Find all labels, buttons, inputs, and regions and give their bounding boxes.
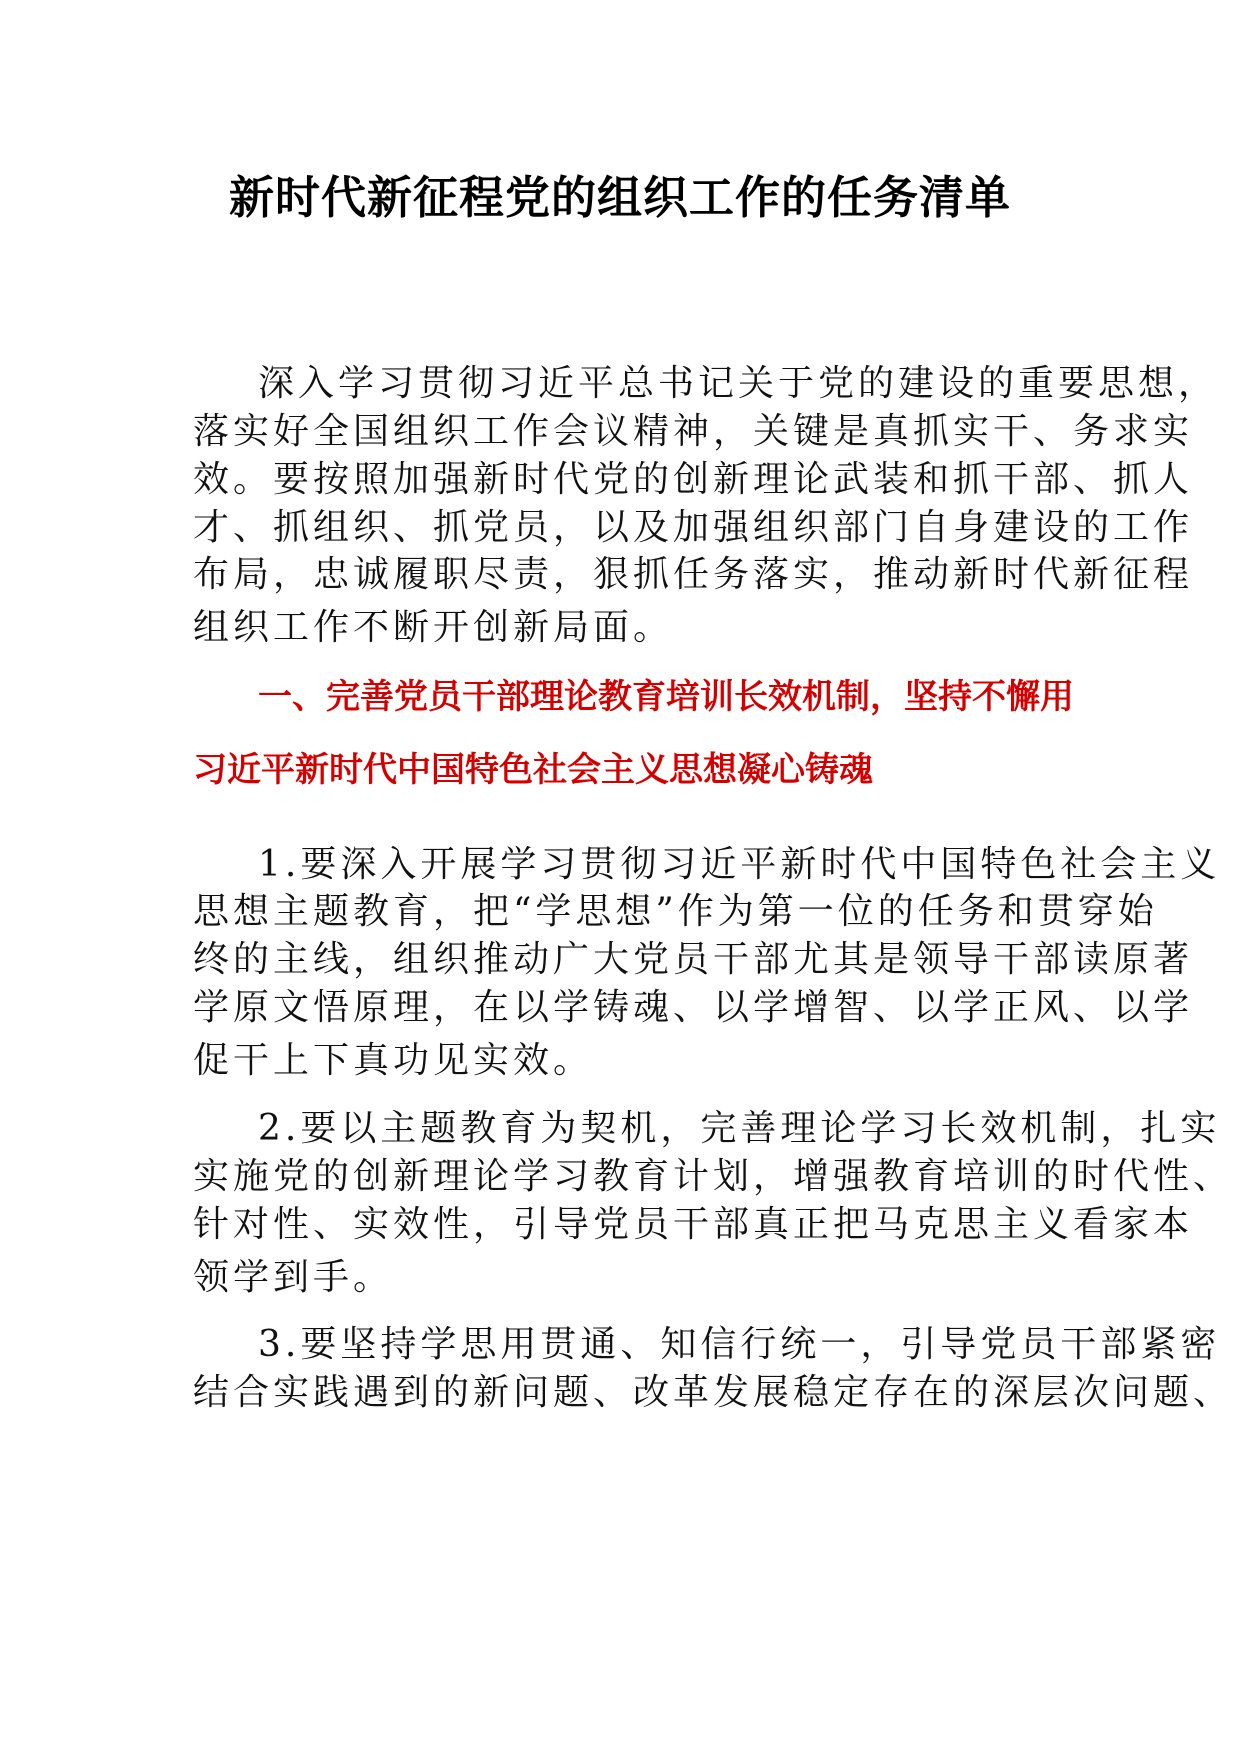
item-2-line-1: 2.要以主题教育为契机，完善理论学习长效机制，扎实 xyxy=(258,1108,1221,1149)
intro-line-6: 组织工作不断开创新局面。 xyxy=(193,607,674,648)
document-title: 新时代新征程党的组织工作的任务清单 xyxy=(228,171,1011,224)
item-2-line-3: 针对性、实效性，引导党员干部真正把马克思主义看家本 xyxy=(193,1204,1194,1245)
item-1-line-1: 1.要深入开展学习贯彻习近平新时代中国特色社会主义 xyxy=(258,844,1221,885)
section-heading-line-1: 一、完善党员干部理论教育培训长效机制，坚持不懈用 xyxy=(258,677,1074,717)
intro-line-4: 才、抓组织、抓党员，以及加强组织部门自身建设的工作 xyxy=(193,507,1194,548)
section-heading-line-2: 习近平新时代中国特色社会主义思想凝心铸魂 xyxy=(193,750,873,790)
item-1-line-5: 促干上下真功见实效。 xyxy=(193,1040,594,1081)
intro-line-1: 深入学习贯彻习近平总书记关于党的建设的重要思想， xyxy=(258,363,1219,404)
item-3-line-1: 3.要坚持学思用贯通、知信行统一，引导党员干部紧密 xyxy=(258,1324,1221,1365)
item-1-line-3: 终的主线，组织推动广大党员干部尤其是领导干部读原著 xyxy=(193,939,1194,980)
intro-line-5: 布局，忠诚履职尽责，狠抓任务落实，推动新时代新征程 xyxy=(193,554,1194,595)
intro-line-3: 效。要按照加强新时代党的创新理论武装和抓干部、抓人 xyxy=(193,459,1194,500)
item-1-line-4: 学原文悟原理，在以学铸魂、以学增智、以学正风、以学 xyxy=(193,987,1194,1028)
item-1-line-2: 思想主题教育，把“学思想”作为第一位的任务和贯穿始 xyxy=(193,891,1158,932)
intro-line-2: 落实好全国组织工作会议精神，关键是真抓实干、务求实 xyxy=(193,411,1194,452)
item-2-line-2: 实施党的创新理论学习教育计划，增强教育培训的时代性、 xyxy=(193,1156,1234,1197)
item-2-line-4: 领学到手。 xyxy=(193,1257,394,1298)
item-3-line-2: 结合实践遇到的新问题、改革发展稳定存在的深层次问题、 xyxy=(193,1372,1234,1413)
